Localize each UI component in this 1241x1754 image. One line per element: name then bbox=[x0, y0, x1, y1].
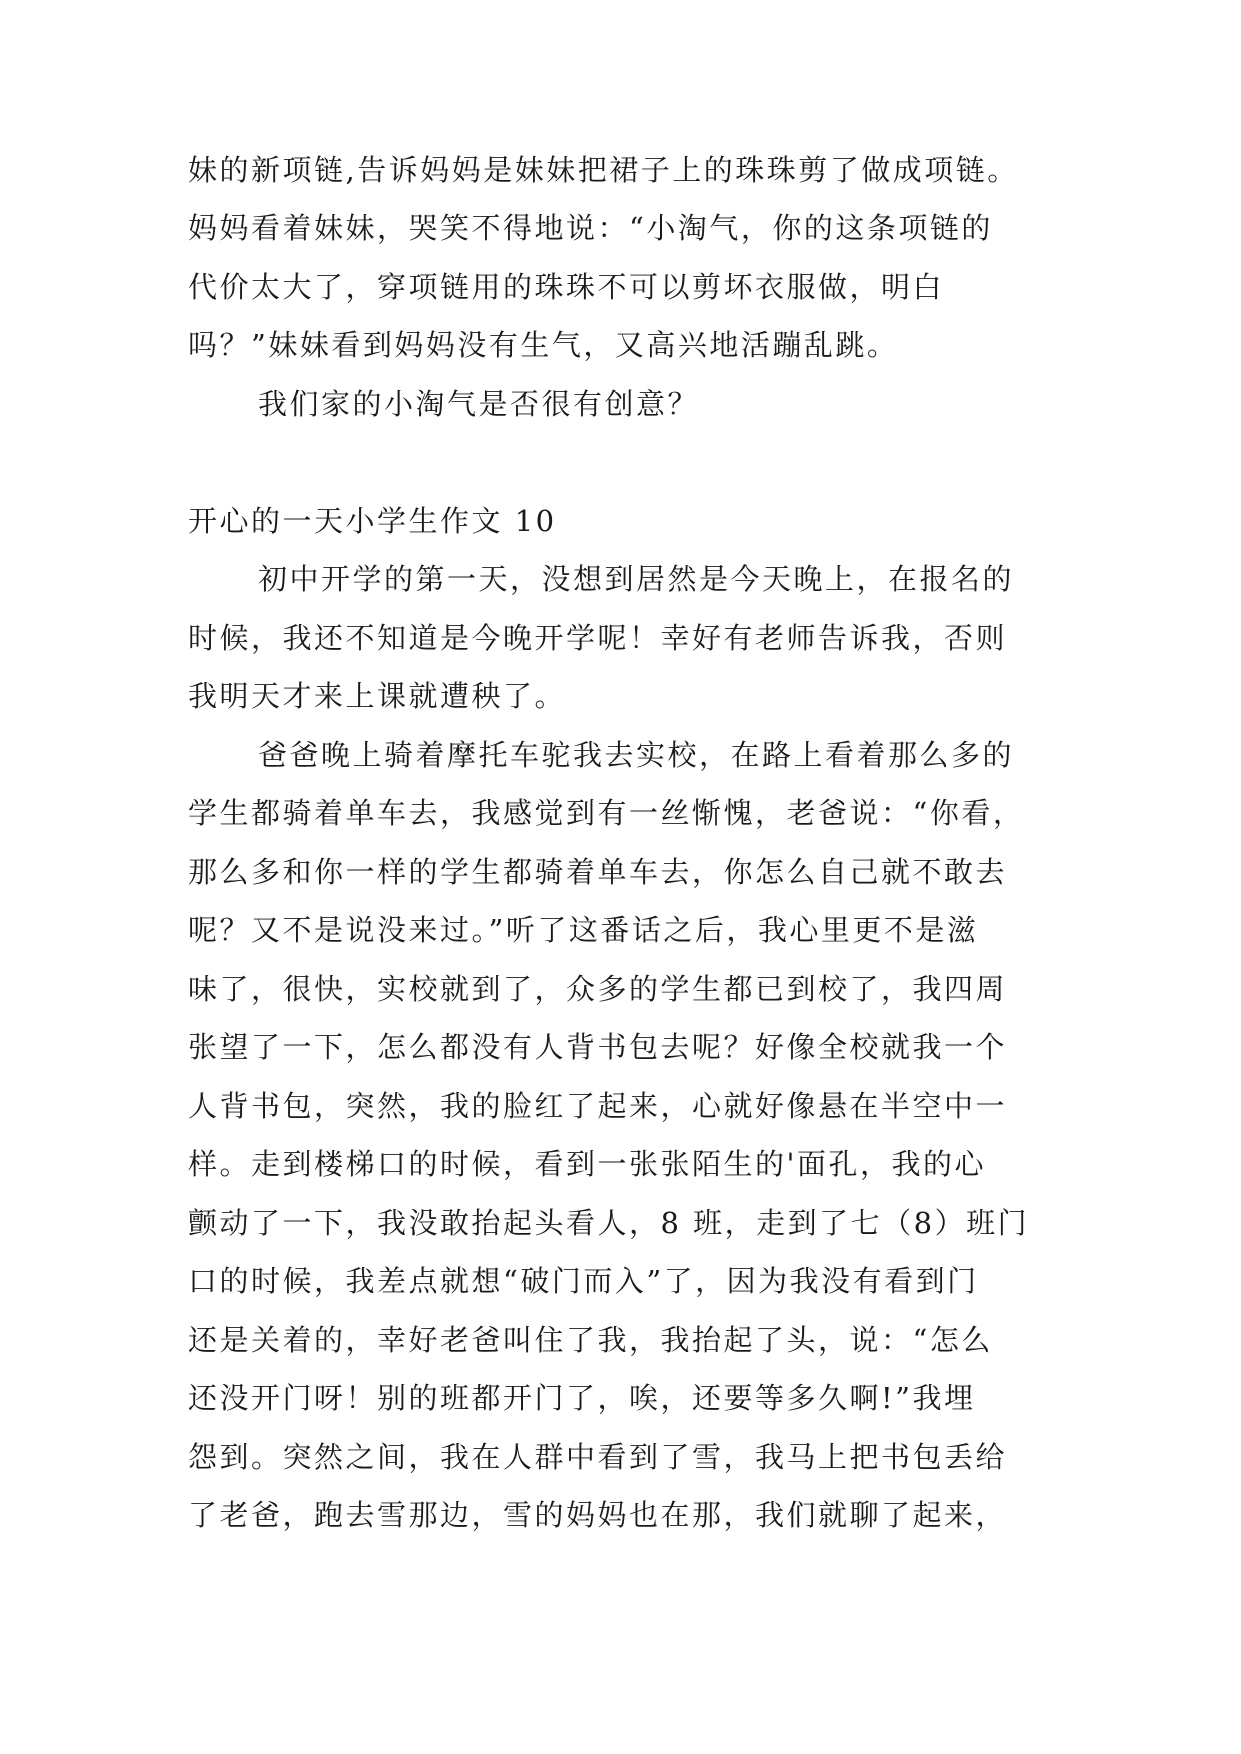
text-line: 人背书包，突然，我的脸红了起来，心就好像悬在半空中一 bbox=[188, 1089, 1008, 1123]
text-line: 吗？”妹妹看到妈妈没有生气，又高兴地活蹦乱跳。 bbox=[188, 328, 899, 362]
section-title: 开心的一天小学生作文 10 bbox=[188, 504, 557, 538]
text-line: 怨到。突然之间，我在人群中看到了雪，我马上把书包丢给 bbox=[188, 1440, 1008, 1474]
text-line: 妈妈看着妹妹，哭笑不得地说：“小淘气，你的这条项链的 bbox=[188, 211, 993, 245]
text-line: 学生都骑着单车去，我感觉到有一丝惭愧，老爸说：“你看， bbox=[188, 796, 1025, 830]
text-line: 时候，我还不知道是今晚开学呢！幸好有老师告诉我，否则 bbox=[188, 621, 1008, 655]
text-line: 妹的新项链,告诉妈妈是妹妹把裙子上的珠珠剪了做成项链。 bbox=[188, 153, 1019, 187]
text-line: 我们家的小淘气是否很有创意？ bbox=[258, 387, 700, 421]
text-line: 那么多和你一样的学生都骑着单车去，你怎么自己就不敢去 bbox=[188, 855, 1008, 889]
text-line: 味了，很快，实校就到了，众多的学生都已到校了，我四周 bbox=[188, 972, 1008, 1006]
text-line: 颤动了一下，我没敢抬起头看人，8 班，走到了七（8）班门 bbox=[188, 1206, 1030, 1240]
text-line: 代价太大了，穿项链用的珠珠不可以剪坏衣服做，明白 bbox=[188, 270, 945, 304]
text-line: 张望了一下，怎么都没有人背书包去呢？好像全校就我一个 bbox=[188, 1030, 1008, 1064]
text-line: 我明天才来上课就遭秧了。 bbox=[188, 679, 567, 713]
text-line: 初中开学的第一天，没想到居然是今天晚上，在报名的 bbox=[258, 562, 1015, 596]
text-line: 口的时候，我差点就想“破门而入”了，因为我没有看到门 bbox=[188, 1264, 979, 1298]
text-line: 呢？又不是说没来过。”听了这番话之后，我心里更不是滋 bbox=[188, 913, 979, 947]
text-line: 爸爸晚上骑着摩托车驼我去实校，在路上看着那么多的 bbox=[258, 738, 1015, 772]
text-line: 还是关着的，幸好老爸叫住了我，我抬起了头，说：“怎么 bbox=[188, 1323, 993, 1357]
text-line: 样。走到楼梯口的时候，看到一张张陌生的'面孔，我的心 bbox=[188, 1147, 986, 1181]
text-line: 还没开门呀！别的班都开门了，唉，还要等多久啊!”我埋 bbox=[188, 1381, 976, 1415]
text-line: 了老爸，跑去雪那边，雪的妈妈也在那，我们就聊了起来， bbox=[188, 1498, 1008, 1532]
